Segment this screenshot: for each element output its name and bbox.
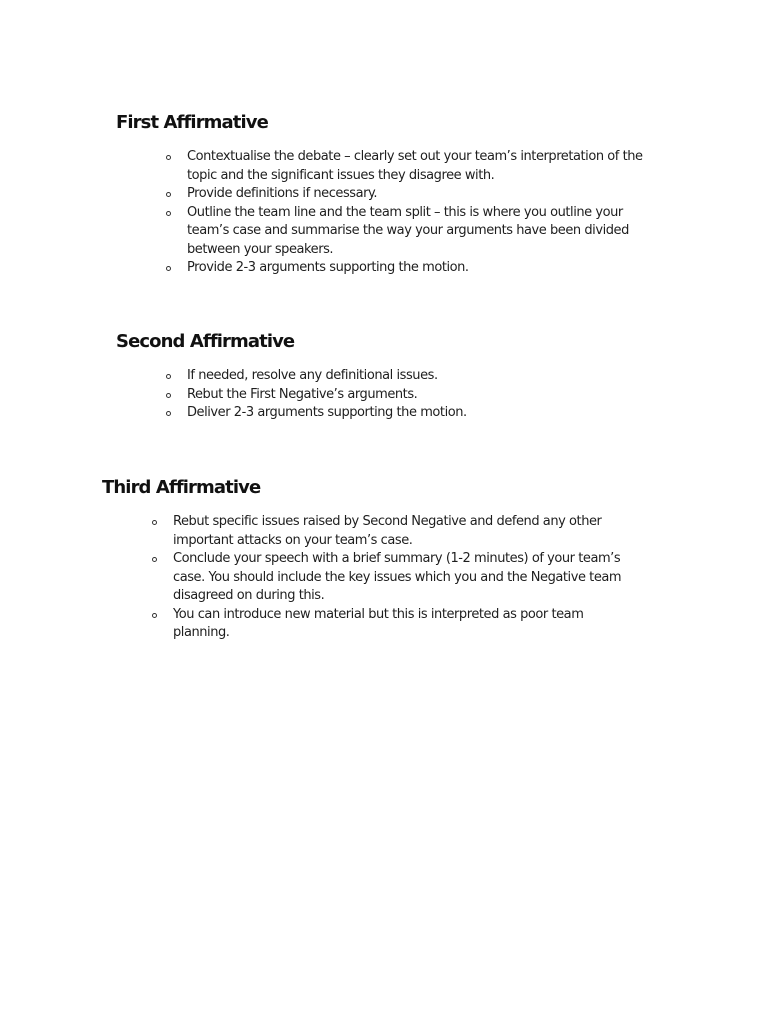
- list-item: [152, 513, 642, 550]
- list-item: [166, 204, 666, 260]
- list-item-text: You can introduce new material but this is interpreted as poor team planning.: [173, 606, 584, 640]
- hollow-circle-icon: [152, 557, 157, 562]
- section-first-affirmative: [116, 111, 643, 275]
- list-item-text: Rebut the First Negative’s arguments.: [187, 386, 418, 402]
- bullet-list: [152, 513, 642, 643]
- list-item-text: If needed, resolve any definitional issues.: [187, 368, 438, 383]
- list-item: [152, 606, 642, 643]
- list-item: [166, 386, 666, 405]
- section-heading: First Affirmative: [116, 112, 268, 133]
- list-item-text: Provide definitions if necessary.: [187, 186, 378, 201]
- list-item: [166, 404, 666, 423]
- section-second-affirmative: [116, 330, 467, 420]
- hollow-circle-icon: [166, 266, 171, 271]
- hollow-circle-icon: [166, 411, 171, 416]
- hollow-circle-icon: [152, 520, 157, 525]
- section-heading: Second Affirmative: [116, 331, 295, 352]
- bullet-list: [166, 367, 666, 423]
- section-third-affirmative: [102, 476, 622, 640]
- hollow-circle-icon: [166, 192, 171, 197]
- list-item: [152, 550, 642, 606]
- hollow-circle-icon: [166, 155, 171, 160]
- hollow-circle-icon: [152, 613, 157, 618]
- list-item-text: Provide 2-3 arguments supporting the motion.: [187, 260, 469, 275]
- list-item-text: Conclude your speech with a brief summary (1-2 minutes) of your team’s case. You should include the key issues which you and the Negative team disagreed on during this.: [173, 551, 622, 603]
- list-item: [166, 367, 666, 386]
- hollow-circle-icon: [166, 211, 171, 216]
- list-item: [166, 259, 666, 278]
- hollow-circle-icon: [166, 374, 171, 379]
- list-item: [166, 148, 666, 185]
- list-item-text: Outline the team line and the team split – this is where you outline your team’s case and summarise the way your arguments have been divided between your speakers.: [187, 204, 629, 257]
- section-heading: Third Affirmative: [102, 477, 261, 498]
- list-item-text: Deliver 2-3 arguments supporting the motion.: [187, 405, 467, 420]
- list-item-text: Rebut specific issues raised by Second Negative and defend any other important attacks on your team’s case.: [173, 514, 602, 548]
- bullet-list: [166, 148, 666, 278]
- list-item-text: Contextualise the debate – clearly set out your team’s interpretation of the topic and the significant issues they disagree with.: [187, 149, 643, 183]
- hollow-circle-icon: [166, 393, 171, 398]
- list-item: [166, 185, 666, 204]
